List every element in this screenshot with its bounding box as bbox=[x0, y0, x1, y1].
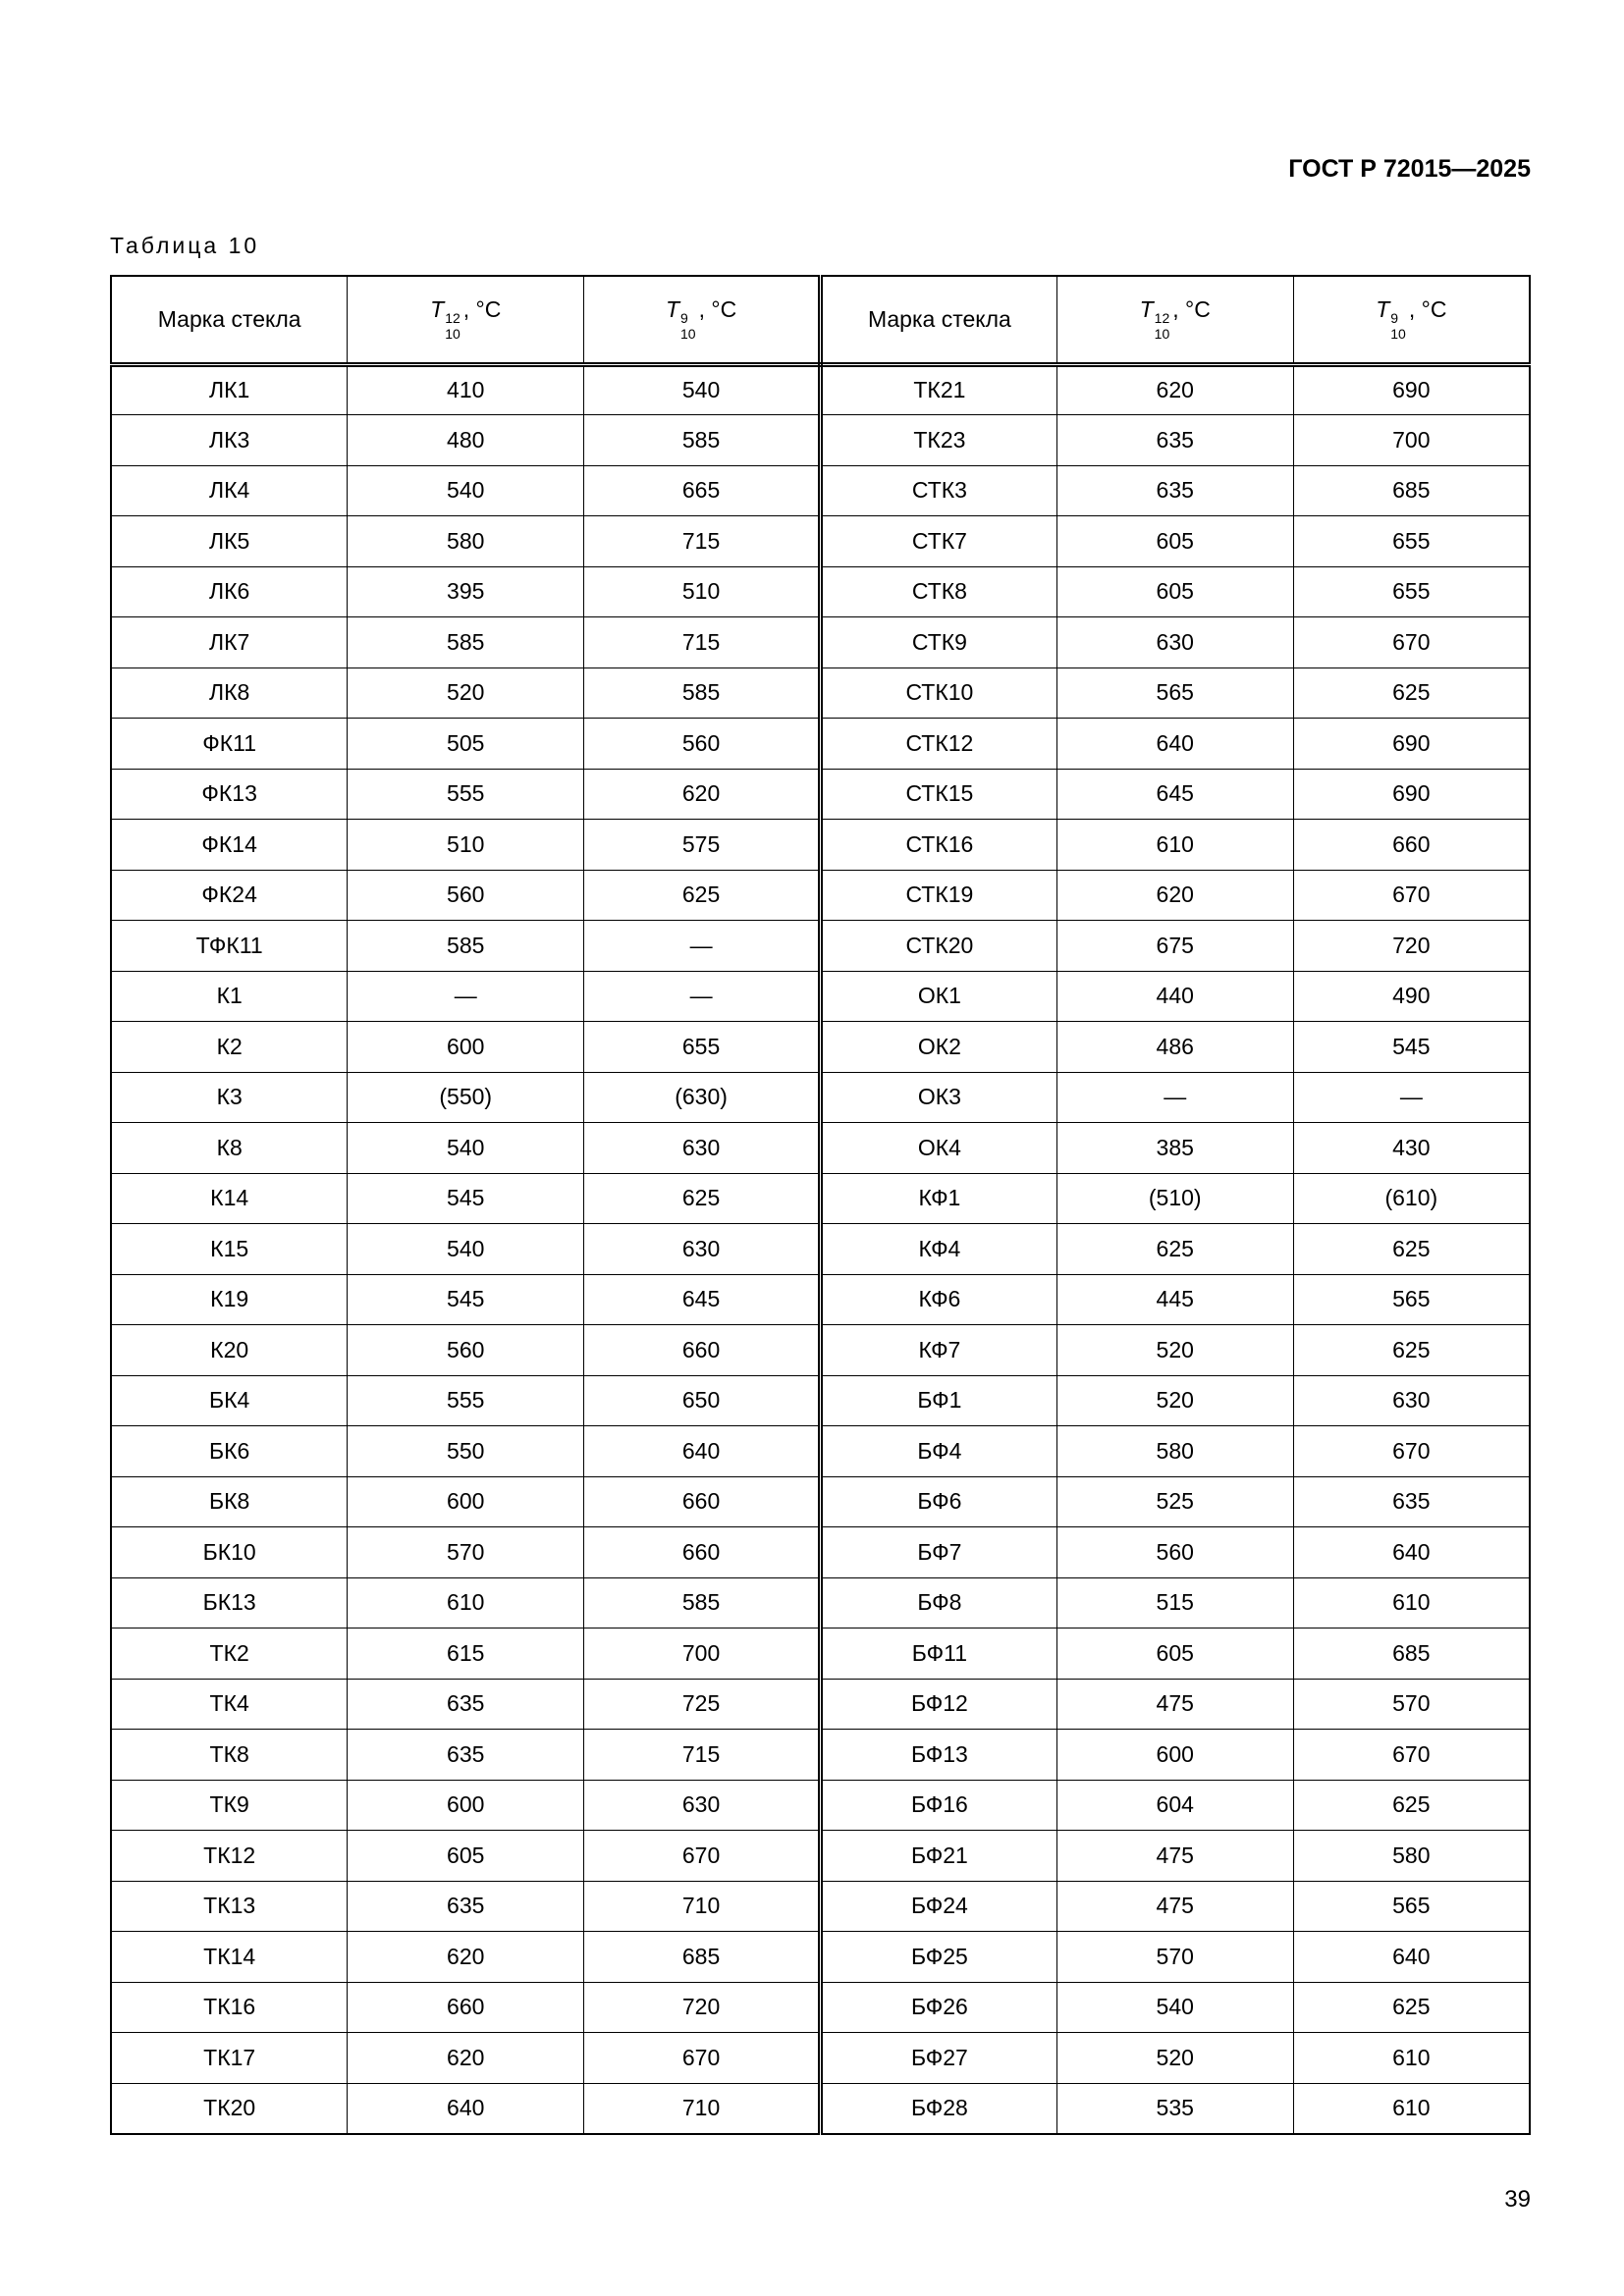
temperature-cell: 510 bbox=[348, 820, 584, 871]
table-row bbox=[111, 971, 1530, 1022]
glass-mark-cell: БФ13 bbox=[820, 1730, 1056, 1781]
temperature-cell: 605 bbox=[1056, 516, 1293, 567]
glass-mark-cell: ТК21 bbox=[820, 364, 1056, 415]
t-superscript: 12 bbox=[1154, 310, 1170, 327]
table-row bbox=[111, 1780, 1530, 1831]
temperature-cell: 510 bbox=[584, 566, 821, 617]
glass-mark-cell: ОК2 bbox=[820, 1022, 1056, 1073]
t-subscript: 10 bbox=[445, 326, 460, 343]
table-row bbox=[111, 566, 1530, 617]
page-number: 39 bbox=[1504, 2185, 1531, 2213]
glass-mark-cell: ФК13 bbox=[111, 769, 348, 820]
temperature-cell: 610 bbox=[1293, 2083, 1530, 2134]
table-row bbox=[111, 769, 1530, 820]
t-superscript: 12 bbox=[445, 310, 460, 327]
glass-mark-cell: ЛК6 bbox=[111, 566, 348, 617]
glass-mark-cell: БФ28 bbox=[820, 2083, 1056, 2134]
header-t9-right bbox=[1293, 276, 1530, 364]
temperature-cell: 490 bbox=[1293, 971, 1530, 1022]
temperature-cell: 480 bbox=[348, 415, 584, 466]
temperature-cell: 550 bbox=[348, 1426, 584, 1477]
glass-mark-cell: БК10 bbox=[111, 1527, 348, 1578]
t-subscript: 10 bbox=[1154, 326, 1170, 343]
temperature-cell: 610 bbox=[1293, 1577, 1530, 1629]
glass-mark-cell: ФК24 bbox=[111, 870, 348, 921]
temperature-cell: 580 bbox=[1056, 1426, 1293, 1477]
temperature-cell: 525 bbox=[1056, 1476, 1293, 1527]
glass-mark-cell: БФ21 bbox=[820, 1831, 1056, 1882]
t-unit: , °C bbox=[462, 296, 502, 323]
temperature-cell: 585 bbox=[584, 1577, 821, 1629]
table-row bbox=[111, 719, 1530, 770]
glass-mark-cell: БФ8 bbox=[820, 1577, 1056, 1629]
glass-mark-cell: ЛК8 bbox=[111, 667, 348, 719]
temperature-cell: 600 bbox=[348, 1476, 584, 1527]
temperature-cell: — bbox=[348, 971, 584, 1022]
header-t12-left bbox=[348, 276, 584, 364]
table-row bbox=[111, 1072, 1530, 1123]
temperature-cell: 585 bbox=[584, 415, 821, 466]
t-unit: , °C bbox=[1408, 296, 1447, 323]
temperature-cell: 585 bbox=[348, 617, 584, 668]
glass-mark-cell: К14 bbox=[111, 1173, 348, 1224]
temperature-cell: 540 bbox=[584, 364, 821, 415]
glass-mark-cell: ТК9 bbox=[111, 1780, 348, 1831]
glass-mark-cell: СТК7 bbox=[820, 516, 1056, 567]
t-subscript: 10 bbox=[1390, 326, 1406, 343]
glass-mark-cell: ТК14 bbox=[111, 1932, 348, 1983]
table-row bbox=[111, 667, 1530, 719]
temperature-cell: 625 bbox=[1293, 1325, 1530, 1376]
temperature-cell: 486 bbox=[1056, 1022, 1293, 1073]
table-row bbox=[111, 1881, 1530, 1932]
glass-mark-cell: ТК20 bbox=[111, 2083, 348, 2134]
glass-mark-cell: КФ7 bbox=[820, 1325, 1056, 1376]
glass-mark-cell: БФ4 bbox=[820, 1426, 1056, 1477]
t-symbol: T bbox=[430, 296, 445, 323]
table-row bbox=[111, 2083, 1530, 2134]
temperature-cell: 540 bbox=[1056, 1982, 1293, 2033]
temperature-cell: 385 bbox=[1056, 1123, 1293, 1174]
glass-mark-cell: БК4 bbox=[111, 1375, 348, 1426]
glass-mark-cell: СТК12 bbox=[820, 719, 1056, 770]
glass-mark-cell: ТК17 bbox=[111, 2033, 348, 2084]
glass-mark-cell: ЛК5 bbox=[111, 516, 348, 567]
table-row bbox=[111, 1629, 1530, 1680]
glass-mark-cell: СТК8 bbox=[820, 566, 1056, 617]
temperature-cell: 625 bbox=[1056, 1224, 1293, 1275]
temperature-cell: (610) bbox=[1293, 1173, 1530, 1224]
t-unit: , °C bbox=[1172, 296, 1211, 323]
temperature-cell: 685 bbox=[584, 1932, 821, 1983]
glass-mark-cell: ТК13 bbox=[111, 1881, 348, 1932]
table-row bbox=[111, 1730, 1530, 1781]
glass-mark-cell: К20 bbox=[111, 1325, 348, 1376]
temperature-cell: 675 bbox=[1056, 921, 1293, 972]
glass-mark-cell: ТК16 bbox=[111, 1982, 348, 2033]
temperature-cell: (550) bbox=[348, 1072, 584, 1123]
table-row bbox=[111, 1527, 1530, 1578]
glass-mark-cell: ОК3 bbox=[820, 1072, 1056, 1123]
t-symbol: T bbox=[1376, 296, 1390, 323]
temperature-cell: 690 bbox=[1293, 719, 1530, 770]
glass-mark-cell: ЛК1 bbox=[111, 364, 348, 415]
t-superscript: 9 bbox=[1390, 310, 1399, 327]
temperature-cell: 715 bbox=[584, 516, 821, 567]
t-symbol: T bbox=[1139, 296, 1154, 323]
temperature-cell: 625 bbox=[1293, 1780, 1530, 1831]
table-row bbox=[111, 1022, 1530, 1073]
glass-mark-cell: БФ6 bbox=[820, 1476, 1056, 1527]
temperature-cell: 660 bbox=[584, 1527, 821, 1578]
glass-mark-cell: ОК1 bbox=[820, 971, 1056, 1022]
t-unit: , °C bbox=[698, 296, 737, 323]
glass-mark-cell: ТК12 bbox=[111, 1831, 348, 1882]
glass-mark-cell: БФ7 bbox=[820, 1527, 1056, 1578]
temperature-cell: 635 bbox=[348, 1730, 584, 1781]
table-row bbox=[111, 1679, 1530, 1730]
temperature-cell: 655 bbox=[1293, 516, 1530, 567]
glass-mark-cell: КФ4 bbox=[820, 1224, 1056, 1275]
temperature-cell: 640 bbox=[348, 2083, 584, 2134]
glass-mark-cell: ЛК4 bbox=[111, 465, 348, 516]
table-row bbox=[111, 1274, 1530, 1325]
header-label: Марка стекла bbox=[157, 305, 301, 332]
table-row bbox=[111, 465, 1530, 516]
glass-mark-cell: ТК8 bbox=[111, 1730, 348, 1781]
glass-mark-cell: ЛК3 bbox=[111, 415, 348, 466]
temperature-cell: 605 bbox=[348, 1831, 584, 1882]
temperature-cell: — bbox=[1056, 1072, 1293, 1123]
temperature-cell: 600 bbox=[1056, 1730, 1293, 1781]
table-row bbox=[111, 617, 1530, 668]
temperature-cell: 560 bbox=[584, 719, 821, 770]
glass-mark-cell: КФ6 bbox=[820, 1274, 1056, 1325]
temperature-cell: 615 bbox=[348, 1629, 584, 1680]
temperature-cell: 560 bbox=[348, 870, 584, 921]
glass-mark-cell: СТК10 bbox=[820, 667, 1056, 719]
header-glass-mark-right bbox=[820, 276, 1056, 364]
glass-mark-cell: БФ26 bbox=[820, 1982, 1056, 2033]
temperature-cell: 600 bbox=[348, 1022, 584, 1073]
table-header-row bbox=[111, 276, 1530, 364]
temperature-cell: 640 bbox=[1293, 1932, 1530, 1983]
temperature-cell: 560 bbox=[348, 1325, 584, 1376]
temperature-cell: 505 bbox=[348, 719, 584, 770]
temperature-cell: 535 bbox=[1056, 2083, 1293, 2134]
glass-mark-cell: ФК11 bbox=[111, 719, 348, 770]
glass-mark-cell: ТФК11 bbox=[111, 921, 348, 972]
temperature-cell: 710 bbox=[584, 2083, 821, 2134]
temperature-cell: 700 bbox=[1293, 415, 1530, 466]
t-symbol: T bbox=[665, 296, 680, 323]
temperature-cell: 475 bbox=[1056, 1679, 1293, 1730]
glass-mark-cell: СТК19 bbox=[820, 870, 1056, 921]
temperature-cell: 410 bbox=[348, 364, 584, 415]
temperature-cell: 685 bbox=[1293, 1629, 1530, 1680]
glass-mark-cell: К3 bbox=[111, 1072, 348, 1123]
temperature-cell: 630 bbox=[1056, 617, 1293, 668]
table-row bbox=[111, 1173, 1530, 1224]
temperature-cell: 635 bbox=[1056, 415, 1293, 466]
glass-mark-cell: ТК4 bbox=[111, 1679, 348, 1730]
temperature-cell: (630) bbox=[584, 1072, 821, 1123]
temperature-cell: 670 bbox=[1293, 1426, 1530, 1477]
temperature-cell: 715 bbox=[584, 1730, 821, 1781]
temperature-cell: 604 bbox=[1056, 1780, 1293, 1831]
table-body bbox=[111, 364, 1530, 2134]
temperature-cell: 620 bbox=[584, 769, 821, 820]
t-supsub bbox=[445, 310, 460, 342]
temperature-cell: 600 bbox=[348, 1780, 584, 1831]
temperature-cell: 715 bbox=[584, 617, 821, 668]
temperature-cell: 630 bbox=[584, 1224, 821, 1275]
glass-mark-cell: К2 bbox=[111, 1022, 348, 1073]
table-row bbox=[111, 870, 1530, 921]
table-row bbox=[111, 1577, 1530, 1629]
temperature-cell: 555 bbox=[348, 1375, 584, 1426]
temperature-cell: 520 bbox=[1056, 1325, 1293, 1376]
temperature-cell: 565 bbox=[1293, 1881, 1530, 1932]
temperature-cell: 540 bbox=[348, 465, 584, 516]
glass-mark-cell: БФ1 bbox=[820, 1375, 1056, 1426]
table-caption: Таблица 10 bbox=[110, 233, 260, 258]
table-row bbox=[111, 1932, 1530, 1983]
glass-mark-cell: ТК2 bbox=[111, 1629, 348, 1680]
glass-mark-cell: СТК15 bbox=[820, 769, 1056, 820]
temperature-cell: 575 bbox=[584, 820, 821, 871]
temperature-cell: 545 bbox=[348, 1274, 584, 1325]
glass-mark-cell: ТК23 bbox=[820, 415, 1056, 466]
temperature-cell: 605 bbox=[1056, 566, 1293, 617]
temperature-cell: 610 bbox=[348, 1577, 584, 1629]
temperature-cell: 555 bbox=[348, 769, 584, 820]
temperature-cell: 430 bbox=[1293, 1123, 1530, 1174]
glass-mark-cell: БФ11 bbox=[820, 1629, 1056, 1680]
temperature-cell: 620 bbox=[1056, 870, 1293, 921]
t-supsub bbox=[680, 310, 696, 342]
glass-mark-cell: БК6 bbox=[111, 1426, 348, 1477]
glass-temperature-table bbox=[110, 275, 1531, 2135]
temperature-cell: 645 bbox=[1056, 769, 1293, 820]
temperature-cell: 660 bbox=[584, 1476, 821, 1527]
temperature-cell: 630 bbox=[584, 1123, 821, 1174]
temperature-cell: 475 bbox=[1056, 1831, 1293, 1882]
temperature-cell: 515 bbox=[1056, 1577, 1293, 1629]
temperature-cell: 540 bbox=[348, 1224, 584, 1275]
t-superscript: 9 bbox=[680, 310, 688, 327]
header-label: Марка стекла bbox=[867, 305, 1011, 332]
temperature-cell: 625 bbox=[1293, 667, 1530, 719]
temperature-cell: 625 bbox=[584, 870, 821, 921]
glass-mark-cell: БФ24 bbox=[820, 1881, 1056, 1932]
temperature-cell: 670 bbox=[584, 1831, 821, 1882]
glass-mark-cell: К19 bbox=[111, 1274, 348, 1325]
temperature-cell: 625 bbox=[1293, 1224, 1530, 1275]
header-t9-left bbox=[584, 276, 821, 364]
temperature-cell: 655 bbox=[584, 1022, 821, 1073]
table-row bbox=[111, 1426, 1530, 1477]
table-row bbox=[111, 1123, 1530, 1174]
temperature-cell: 585 bbox=[348, 921, 584, 972]
glass-mark-cell: СТК9 bbox=[820, 617, 1056, 668]
table-row bbox=[111, 364, 1530, 415]
temperature-cell: 660 bbox=[584, 1325, 821, 1376]
glass-mark-cell: КФ1 bbox=[820, 1173, 1056, 1224]
glass-mark-cell: БФ27 bbox=[820, 2033, 1056, 2084]
temperature-cell: 670 bbox=[1293, 1730, 1530, 1781]
temperature-cell: 655 bbox=[1293, 566, 1530, 617]
table-row bbox=[111, 1831, 1530, 1882]
temperature-cell: 660 bbox=[348, 1982, 584, 2033]
temperature-cell: 605 bbox=[1056, 1629, 1293, 1680]
t-supsub bbox=[1390, 310, 1406, 342]
temperature-cell: 395 bbox=[348, 566, 584, 617]
temperature-cell: 670 bbox=[584, 2033, 821, 2084]
temperature-cell: 700 bbox=[584, 1629, 821, 1680]
temperature-cell: — bbox=[584, 921, 821, 972]
glass-mark-cell: ФК14 bbox=[111, 820, 348, 871]
table-row bbox=[111, 1982, 1530, 2033]
glass-mark-cell: К15 bbox=[111, 1224, 348, 1275]
temperature-cell: 620 bbox=[1056, 364, 1293, 415]
table-row bbox=[111, 415, 1530, 466]
glass-mark-cell: БФ12 bbox=[820, 1679, 1056, 1730]
temperature-cell: 625 bbox=[1293, 1982, 1530, 2033]
table-row bbox=[111, 1325, 1530, 1376]
document-code: ГОСТ Р 72015—2025 bbox=[1288, 155, 1531, 183]
temperature-cell: 710 bbox=[584, 1881, 821, 1932]
table-row bbox=[111, 2033, 1530, 2084]
glass-mark-cell: БФ25 bbox=[820, 1932, 1056, 1983]
glass-mark-cell: ЛК7 bbox=[111, 617, 348, 668]
temperature-cell: 570 bbox=[348, 1527, 584, 1578]
table-row bbox=[111, 516, 1530, 567]
header-t12-right bbox=[1056, 276, 1293, 364]
temperature-cell: 520 bbox=[1056, 2033, 1293, 2084]
temperature-cell: 690 bbox=[1293, 364, 1530, 415]
glass-mark-cell: СТК16 bbox=[820, 820, 1056, 871]
temperature-cell: 580 bbox=[1293, 1831, 1530, 1882]
temperature-cell: 660 bbox=[1293, 820, 1530, 871]
temperature-cell: 635 bbox=[348, 1679, 584, 1730]
temperature-cell: 520 bbox=[1056, 1375, 1293, 1426]
glass-mark-cell: СТК20 bbox=[820, 921, 1056, 972]
temperature-cell: 540 bbox=[348, 1123, 584, 1174]
temperature-cell: 635 bbox=[1293, 1476, 1530, 1527]
temperature-cell: 720 bbox=[584, 1982, 821, 2033]
temperature-cell: 650 bbox=[584, 1375, 821, 1426]
t-supsub bbox=[1155, 310, 1170, 342]
header-glass-mark-left bbox=[111, 276, 348, 364]
temperature-cell: 685 bbox=[1293, 465, 1530, 516]
temperature-cell: 640 bbox=[1293, 1527, 1530, 1578]
t-subscript: 10 bbox=[680, 326, 696, 343]
temperature-cell: 475 bbox=[1056, 1881, 1293, 1932]
temperature-cell: 630 bbox=[1293, 1375, 1530, 1426]
temperature-cell: — bbox=[1293, 1072, 1530, 1123]
temperature-cell: 610 bbox=[1056, 820, 1293, 871]
temperature-cell: 560 bbox=[1056, 1527, 1293, 1578]
temperature-cell: 580 bbox=[348, 516, 584, 567]
temperature-cell: 690 bbox=[1293, 769, 1530, 820]
temperature-cell: (510) bbox=[1056, 1173, 1293, 1224]
temperature-cell: 565 bbox=[1293, 1274, 1530, 1325]
temperature-cell: 585 bbox=[584, 667, 821, 719]
temperature-cell: 570 bbox=[1056, 1932, 1293, 1983]
temperature-cell: — bbox=[584, 971, 821, 1022]
glass-mark-cell: БФ16 bbox=[820, 1780, 1056, 1831]
glass-mark-cell: К1 bbox=[111, 971, 348, 1022]
temperature-cell: 670 bbox=[1293, 617, 1530, 668]
table-row bbox=[111, 820, 1530, 871]
table-row bbox=[111, 1375, 1530, 1426]
temperature-cell: 440 bbox=[1056, 971, 1293, 1022]
temperature-cell: 545 bbox=[348, 1173, 584, 1224]
temperature-cell: 445 bbox=[1056, 1274, 1293, 1325]
temperature-cell: 665 bbox=[584, 465, 821, 516]
table-row bbox=[111, 1224, 1530, 1275]
temperature-cell: 520 bbox=[348, 667, 584, 719]
temperature-cell: 720 bbox=[1293, 921, 1530, 972]
glass-mark-cell: БК8 bbox=[111, 1476, 348, 1527]
temperature-cell: 620 bbox=[348, 1932, 584, 1983]
temperature-cell: 670 bbox=[1293, 870, 1530, 921]
glass-mark-cell: БК13 bbox=[111, 1577, 348, 1629]
temperature-cell: 640 bbox=[584, 1426, 821, 1477]
temperature-cell: 545 bbox=[1293, 1022, 1530, 1073]
temperature-cell: 630 bbox=[584, 1780, 821, 1831]
temperature-cell: 640 bbox=[1056, 719, 1293, 770]
table-row bbox=[111, 1476, 1530, 1527]
table-row bbox=[111, 921, 1530, 972]
temperature-cell: 570 bbox=[1293, 1679, 1530, 1730]
temperature-cell: 620 bbox=[348, 2033, 584, 2084]
temperature-cell: 635 bbox=[1056, 465, 1293, 516]
glass-mark-cell: СТК3 bbox=[820, 465, 1056, 516]
temperature-cell: 625 bbox=[584, 1173, 821, 1224]
glass-mark-cell: ОК4 bbox=[820, 1123, 1056, 1174]
temperature-cell: 610 bbox=[1293, 2033, 1530, 2084]
glass-mark-cell: К8 bbox=[111, 1123, 348, 1174]
temperature-cell: 645 bbox=[584, 1274, 821, 1325]
temperature-cell: 565 bbox=[1056, 667, 1293, 719]
temperature-cell: 635 bbox=[348, 1881, 584, 1932]
temperature-cell: 725 bbox=[584, 1679, 821, 1730]
